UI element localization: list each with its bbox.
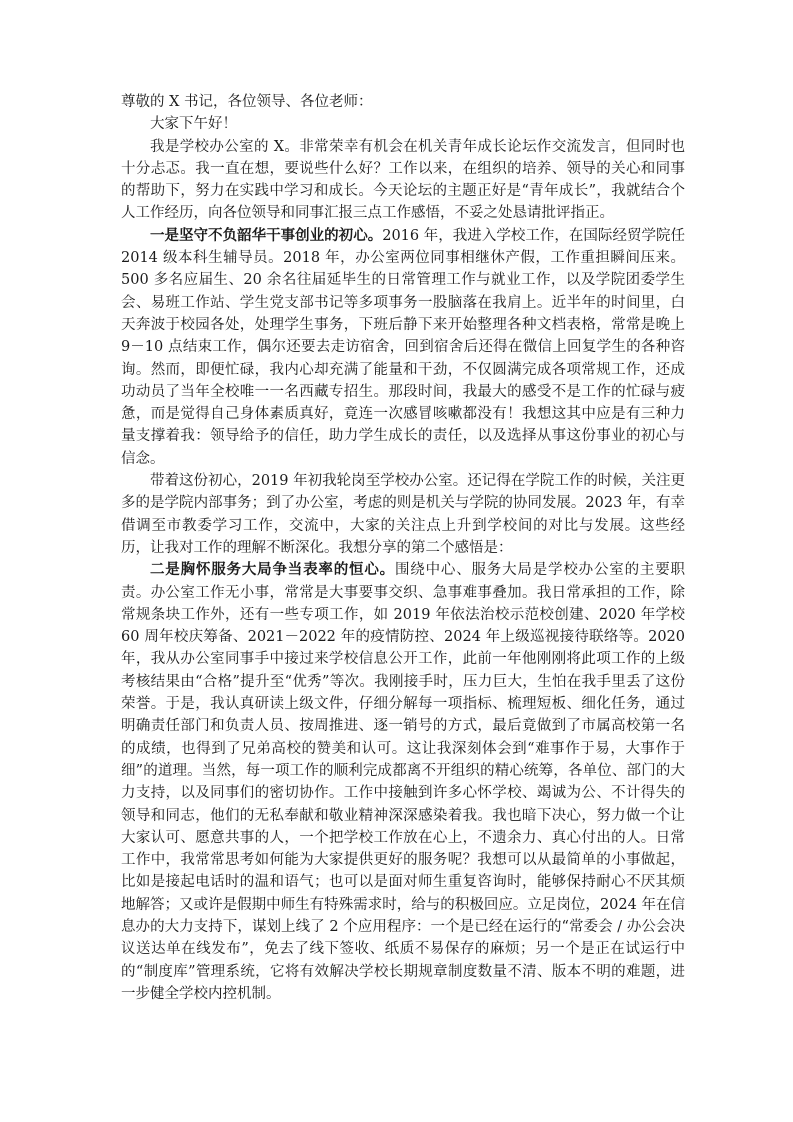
greeting: 大家下午好！ — [150, 116, 237, 133]
point-two-heading: 二是胸怀服务大局争当表率的恒心。 — [150, 561, 395, 579]
paragraph-point-one — [121, 225, 685, 470]
point-one-text: 2016 年，我进入学校工作，在国际经贸学院任 2014 级本科生辅导员。2018 年，办公室两位同事相继休产假，工作重担瞬间压来。500 多名应届生、20 余名往届延毕生的日常管理工作与就业工作，以及学院团委学生会、易班工作站、学生党支部书记等多项事务一股脑落在我肩上。近半年的时间里，白天奔波于校园各处，处理学生事务，下班后静下来开始整理各种文档表格，常常是晚上 9－10 点结束工作，偶尔还要去走访宿舍，回到宿舍后还得在微信上回复学生的各种咨询。然而，即便忙碌，我内心却充满了能量和干劲，不仅圆满完成各项常规工作，还成功动员了当年全校唯一一名西藏专招生。那段时间，我最大的感受不是工作的忙碌与疲惫，而是觉得自己身体素质真好，竟连一次感冒咳嗽都没有！我想这其中应是有三种力量支撑着我：领导给予的信任，助力学生成长的责任，以及选择从事这份事业的初心与信念。 — [121, 227, 685, 467]
salutation: 尊敬的 X 书记，各位领导、各位老师： — [121, 94, 373, 110]
paragraph-transition: 带着这份初心，2019 年初我轮岗至学校办公室。还记得在学院工作的时候，关注更多的是学院内部事务；到了办公室，考虑的则是机关与学院的协同发展。2023 年，有幸借调至市教委学习工作，交流中，大家的关注点上升到学校间的对比与发展。这些经历，让我对工作的理解不断深化。我想分享的第二个感悟是： — [121, 473, 685, 556]
point-two-text: 围绕中心、服务大局是学校办公室的主要职责。办公室工作无小事，常常是大事要事交织、急事难事叠加。我日常承担的工作，除常规条块工作外，还有一些专项工作，如 2019 年依法治校示范校创建、2020 年学校 60 周年校庆筹备、2021－2022 年的疫情防控、2024 年上级巡视接待联络等。2020 年，我从办公室同事手中接过来学校信息公开工作，此前一年他刚刚将此项工作的上级考核结果由“合格”提升至“优秀”等次。我刚接手时，压力巨大，生怕在我手里丢了这份荣誉。于是，我认真研读上级文件，仔细分解每一项指标、梳理短板、细化任务，通过明确责任部门和负责人员、按周推进、逐一销号的方式，最后竟做到了市属高校第一名的成绩，也得到了兄弟高校的赞美和认可。这让我深刻体会到“难事作于易，大事作于细”的道理。当然，每一项工作的顺利完成都离不开组织的精心统筹，各单位、部门的大力支持，以及同事们的密切协作。工作中接触到许多心怀学校、竭诚为公、不计得失的领导和同志，他们的无私奉献和敬业精神深深感染着我。我也暗下决心，努力做一个让大家认可、愿意共事的人，一个把学校工作放在心上，不遗余力、真心付出的人。日常工作中，我常常思考如何能为大家提供更好的服务呢？我想可以从最简单的小事做起，比如是接起电话时的温和语气；也可以是面对师生重复咨询时，能够保持耐心不厌其烦地解答；又或许是假期中师生有特殊需求时，给与的积极回应。立足岗位，2024 年在信息办的大力支持下，谋划上线了 2 个应用程序：一个是已经在运行的“常委会 / 办公会决议送达单在线发布”，免去了线下签收、纸质不易保存的麻烦；另一个是正在试运行中的“制度库”管理系统，它将有效解决学校长期规章制度数量不清、版本不明的难题，进一步健全学校内控机制。 — [121, 562, 686, 1002]
paragraph-intro: 我是学校办公室的 X。非常荣幸有机会在机关青年成长论坛作交流发言，但同时也十分忐忑。我一直在想，要说些什么好？工作以来，在组织的培养、领导的关心和同事的帮助下，努力在实践中学习和成长。今天论坛的主题正好是“青年成长”，我就结合个人工作经历，向各位领导和同事汇报三点工作感悟，不妥之处恳请批评指正。 — [121, 138, 685, 222]
paragraph-point-two — [121, 559, 685, 1005]
speech-body — [121, 91, 685, 1005]
point-one-heading: 一是坚守不负韶华干事创业的初心。 — [150, 226, 383, 244]
